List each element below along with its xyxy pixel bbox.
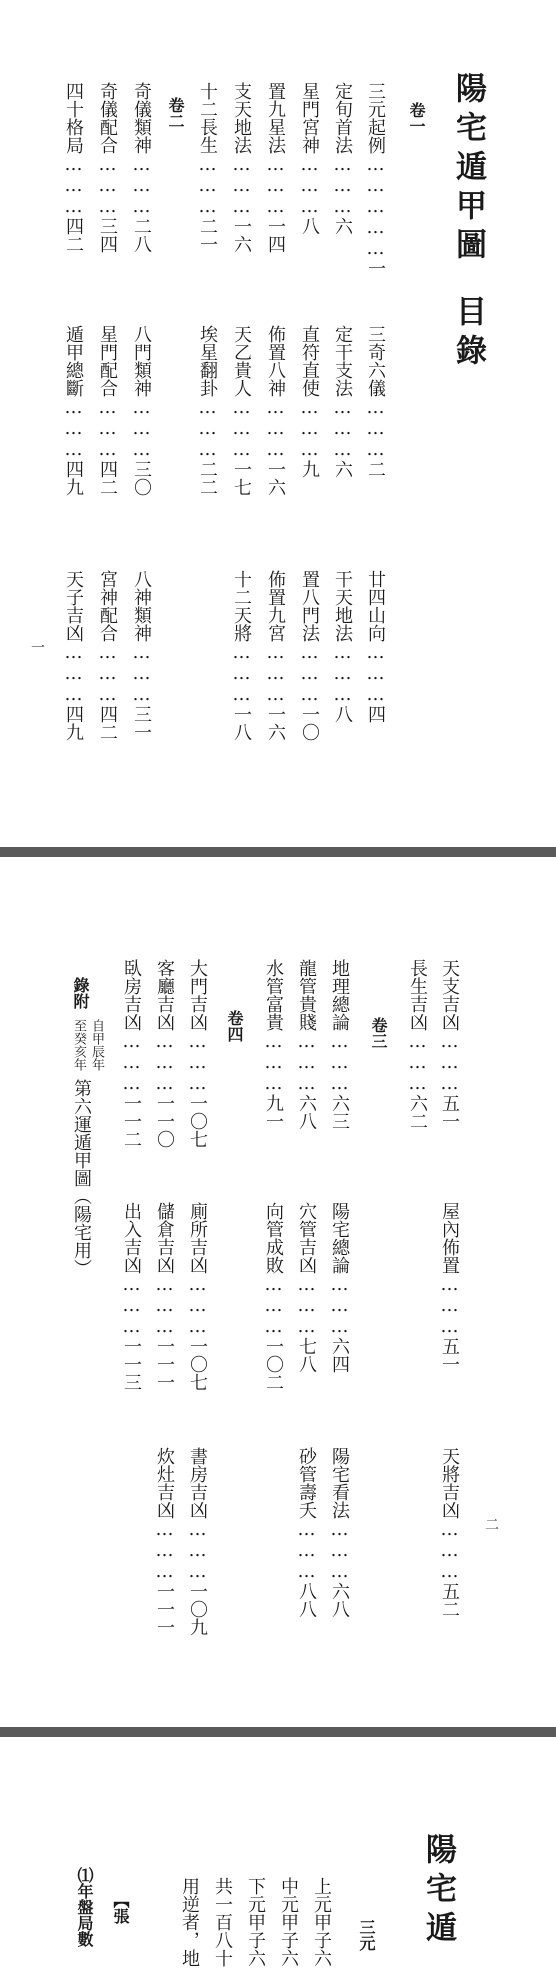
toc-entry[interactable]: 直符直使………九 [299,325,320,478]
appendix-note-bottom: 至癸亥年 [71,1019,86,1071]
toc-entry[interactable]: 支天地法………一六 [231,82,252,253]
toc-entry[interactable]: 八門類神………三〇 [131,325,152,496]
appendix-title[interactable]: 第六運遁甲圖（陽宅用） [71,1079,92,1277]
toc-entry[interactable]: 長生吉凶………六二 [407,959,428,1130]
toc-entry[interactable]: 地理總論………六三 [329,959,350,1130]
toc-page-two [0,857,556,1727]
toc-entry[interactable]: 宮神配合………四二 [97,570,118,741]
toc-entry[interactable]: 屋內佈置………五一 [439,1202,460,1373]
toc-entry[interactable]: 客廳吉凶………一一〇 [154,959,175,1148]
volume-two-label: 卷二 [166,97,185,129]
toc-entry[interactable]: 三元起例……………一 [365,82,386,277]
toc-entry[interactable]: 出入吉凶………一一三 [121,1202,142,1391]
toc-entry[interactable]: 干天地法………八 [332,570,353,723]
page-number: 二 [483,1517,499,1531]
toc-entry[interactable]: 遁甲總斷………四九 [63,325,84,496]
toc-entry[interactable]: 星門宮神………八 [299,82,320,235]
toc-entry[interactable]: 炊灶吉凶………一一一 [154,1447,175,1636]
toc-entry[interactable]: 陽宅看法………六八 [329,1447,350,1618]
toc-entry[interactable]: 大門吉凶………一〇七 [187,959,208,1148]
page-number: 一 [29,640,45,654]
toc-entry[interactable]: 八神類神………三一 [131,570,152,741]
body-line: 上元甲子六 [311,1877,332,1967]
toc-entry[interactable]: 陽宅總論………六四 [329,1202,350,1373]
toc-entry[interactable]: 十二天將………一八 [231,570,252,741]
toc-entry[interactable]: 定旬首法………六 [332,82,353,235]
toc-entry[interactable]: 奇儀類神………二八 [131,82,152,253]
toc-entry[interactable]: 埃星翻卦………二二 [197,325,218,496]
volume-three-label: 卷三 [369,1017,388,1049]
toc-entry[interactable]: 十二長生………二一 [197,82,218,253]
toc-entry[interactable]: 臥房吉凶………一一二 [121,959,142,1148]
body-line: 用逆者，地 [179,1877,200,1967]
section-heading: 三元 [357,1919,376,1951]
body-subheading: ⑴年盤局數 [75,1867,94,1947]
toc-entry[interactable]: 佈置八神………一六 [265,325,286,496]
toc-entry[interactable]: 廿四山向………四 [365,570,386,723]
toc-page-one [0,0,556,847]
page-divider [0,1727,556,1737]
toc-entry[interactable]: 穴管吉凶………七八 [296,1202,317,1373]
toc-entry[interactable]: 水管富貴………九一 [263,959,284,1130]
volume-one-label: 卷一 [407,102,426,134]
chapter-title: 陽宅遁 [420,1833,456,1950]
volume-four-label: 卷四 [225,1010,244,1042]
body-note: 【張 [111,1892,130,1924]
body-line: 下元甲子六 [245,1877,266,1967]
appendix-label: 錄附 [71,977,90,1009]
toc-entry[interactable]: 天乙貴人………一七 [231,325,252,496]
toc-entry[interactable]: 砂管壽夭………八八 [296,1447,317,1618]
toc-entry[interactable]: 天將吉凶………五二 [439,1447,460,1618]
body-line: 共一百八十 [212,1877,233,1967]
toc-entry[interactable]: 定干支法………六 [332,325,353,478]
toc-entry[interactable]: 佈置九宮………一六 [265,570,286,741]
toc-entry[interactable]: 儲倉吉凶………一一一 [154,1202,175,1391]
toc-entry[interactable]: 龍管貴賤………六八 [296,959,317,1130]
toc-entry[interactable]: 三奇六儀………二 [365,325,386,478]
toc-entry[interactable]: 廁所吉凶………一〇七 [187,1202,208,1391]
toc-entry[interactable]: 四十格局………四二 [63,82,84,253]
toc-entry[interactable]: 天子吉凶………四九 [63,570,84,741]
body-line: 中元甲子六 [278,1877,299,1967]
page-divider [0,847,556,857]
toc-entry[interactable]: 天支吉凶………五一 [439,959,460,1130]
toc-entry[interactable]: 置八門法………一〇 [299,570,320,741]
toc-entry[interactable]: 向管成敗………一〇二 [263,1202,284,1391]
toc-entry[interactable]: 書房吉凶………一〇九 [187,1447,208,1636]
book-title: 陽宅遁甲圖 [450,72,486,267]
appendix-note-top: 自甲辰年 [89,1019,104,1071]
body-page-three [0,1737,556,1988]
toc-heading: 目錄 [450,295,486,373]
toc-entry[interactable]: 奇儀配合………三四 [97,82,118,253]
toc-entry[interactable]: 星門配合………四二 [97,325,118,496]
toc-entry[interactable]: 置九星法………一四 [265,82,286,253]
